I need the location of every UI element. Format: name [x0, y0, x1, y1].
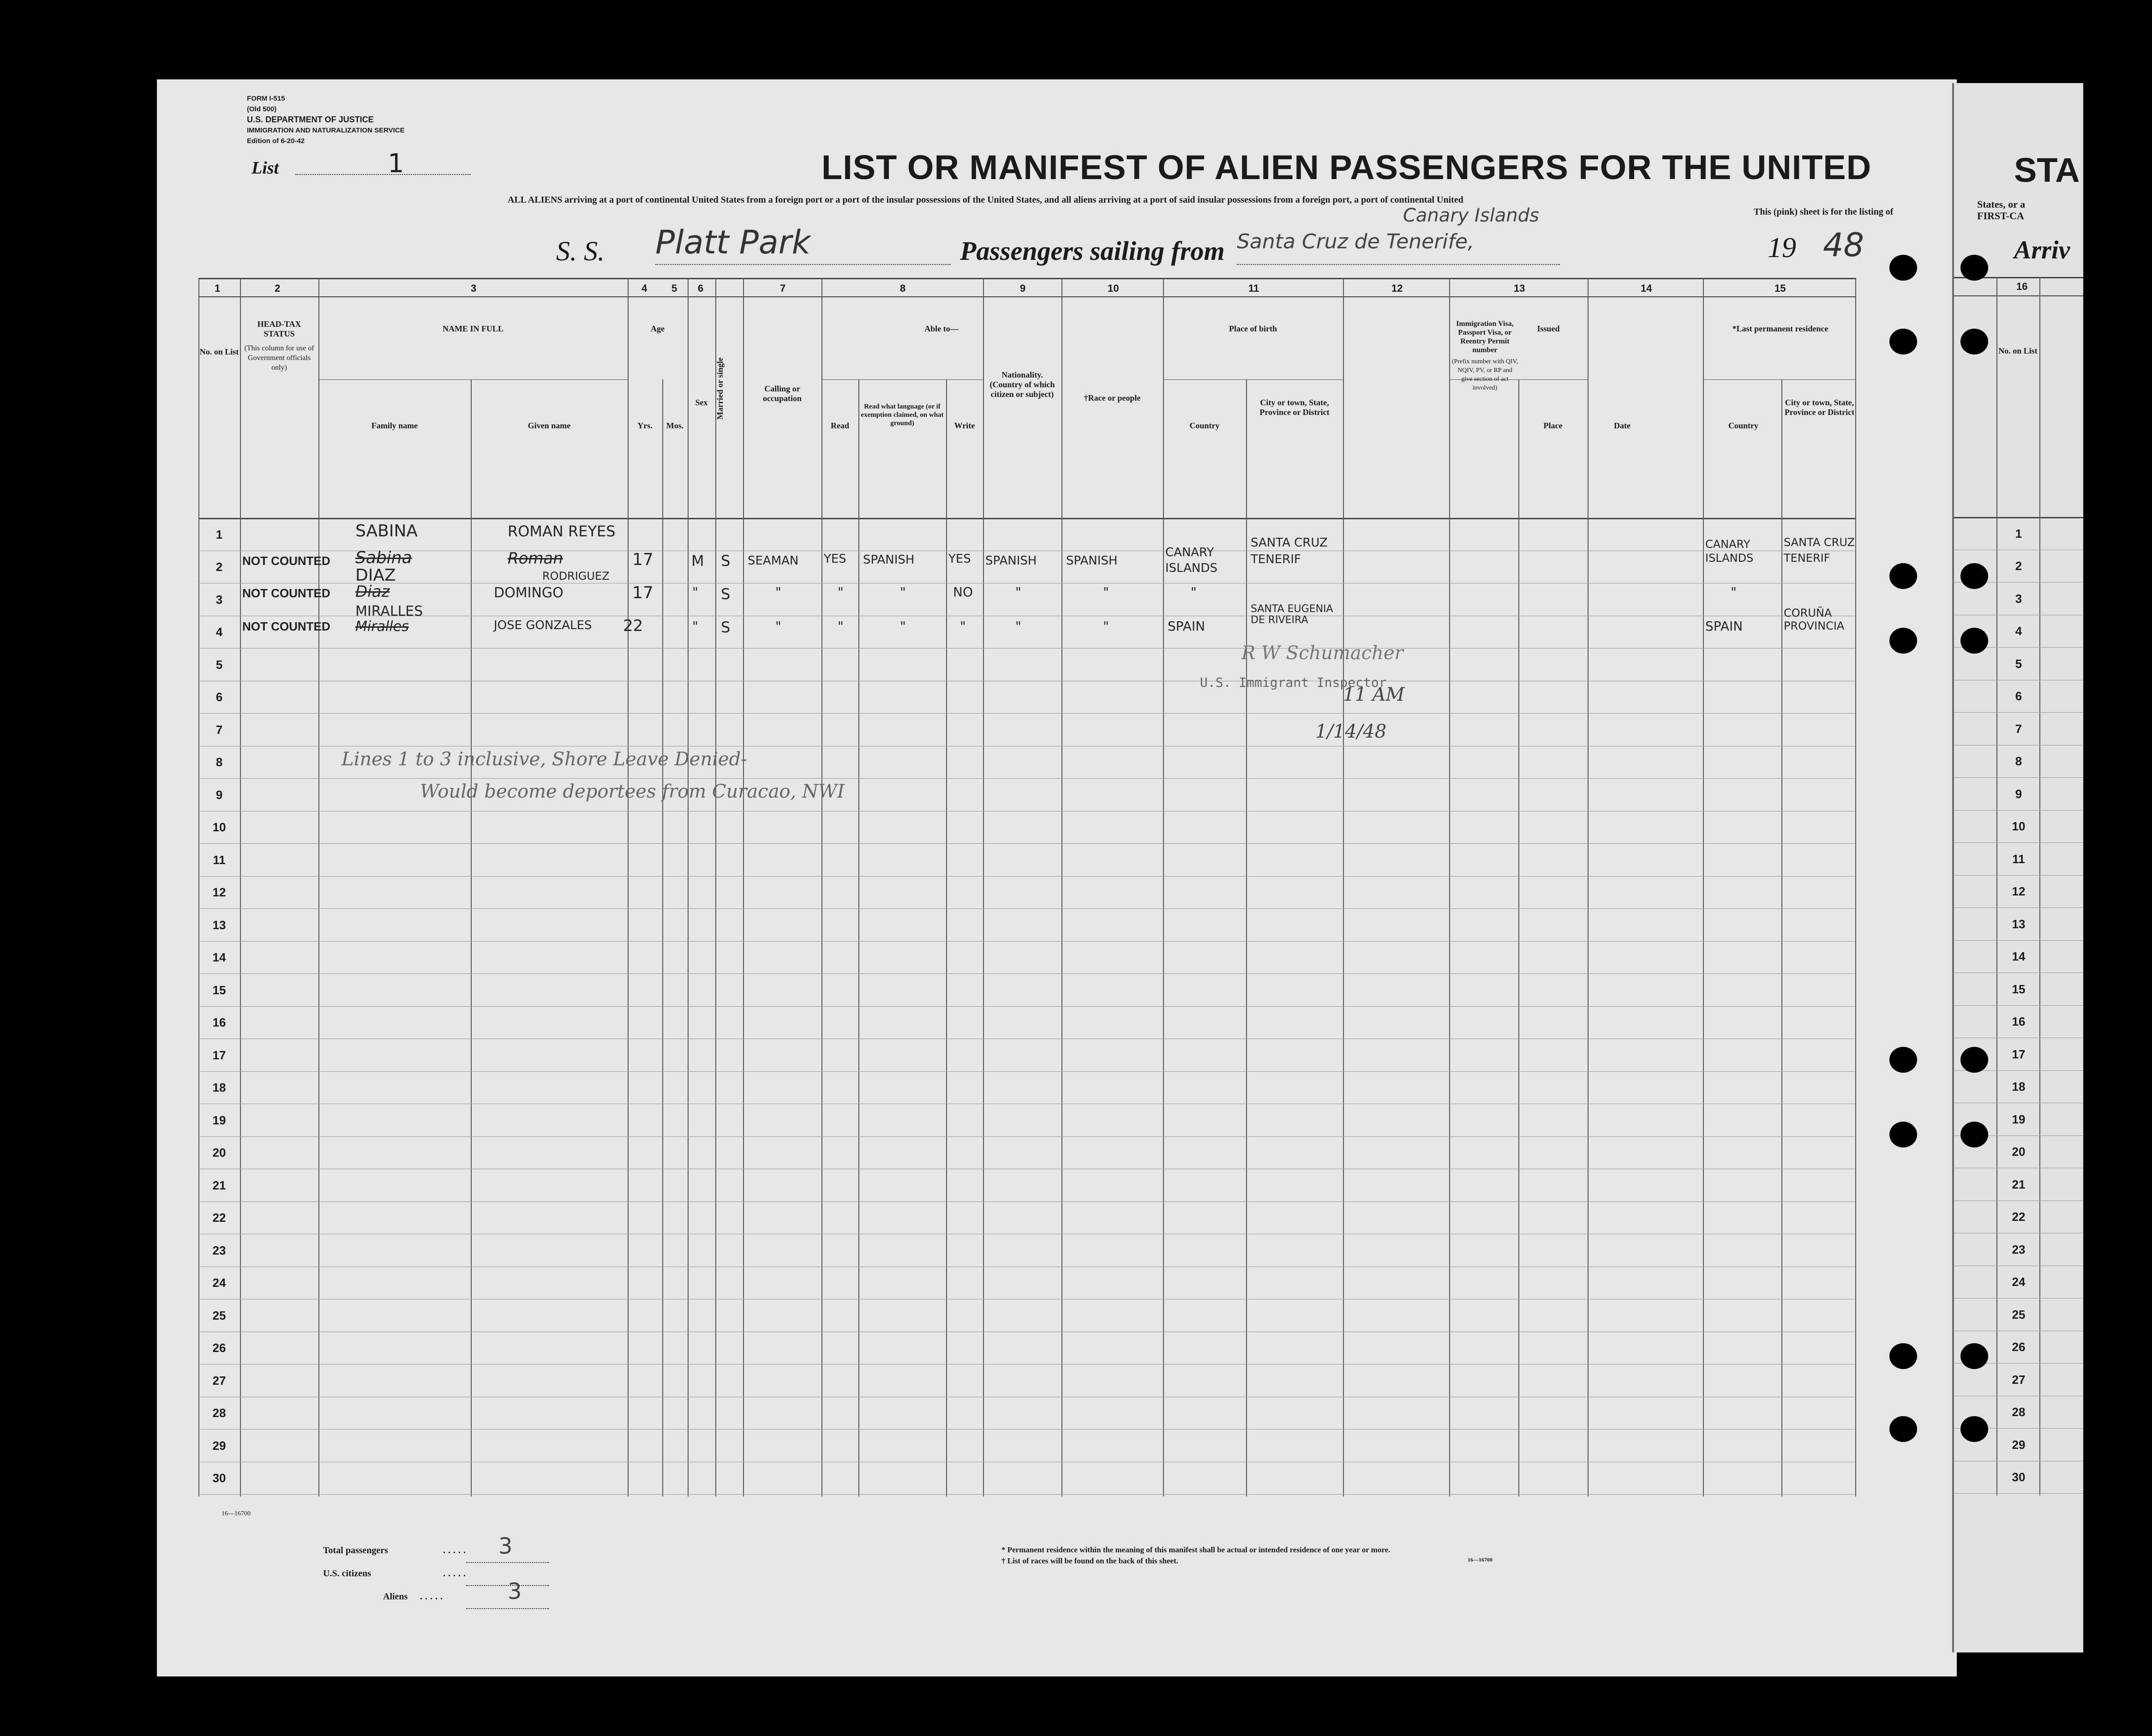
- vline: [983, 278, 984, 1496]
- hdr-head-tax: [242, 319, 316, 372]
- vline: [628, 278, 629, 1496]
- row-number: 21: [212, 1178, 226, 1192]
- row-number-right: 21: [2012, 1177, 2026, 1191]
- row-number: 7: [216, 722, 223, 737]
- row-rule: [1954, 1493, 2083, 1494]
- given-name-old-row-1: Roman: [508, 549, 563, 568]
- hdr-head-tax-note: (This column for use of Government officials only): [244, 344, 314, 372]
- hdr-read-language: Read what language (or if exemption claimed, on what ground): [861, 403, 944, 427]
- dots: .....: [420, 1592, 445, 1602]
- hdr-occupation: Calling or occupation: [762, 384, 802, 403]
- total-passengers-value: 3: [498, 1533, 513, 1559]
- row-number-right: 4: [2015, 624, 2022, 638]
- sailing-label: Passengers sailing from: [960, 236, 1225, 266]
- col-num-5: 5: [671, 282, 677, 294]
- res-city-row-3: CORUÑA PROVINCIA: [1784, 607, 1845, 632]
- marital-row-3: S: [721, 619, 731, 636]
- read-row-3: ": [838, 619, 844, 634]
- row-number-right: 9: [2015, 787, 2022, 801]
- right-sub-1: States, or a: [1977, 198, 2026, 210]
- age-row-3: 22: [623, 617, 643, 635]
- row-rule: [1954, 842, 2083, 843]
- row-rule: [1954, 810, 2083, 811]
- hdr-family-name: Family name: [371, 421, 418, 430]
- vline: [1163, 278, 1164, 1496]
- row-number-right: 22: [2012, 1210, 2026, 1224]
- occupation-row-1: SEAMAN: [748, 554, 799, 568]
- vline: [1703, 278, 1704, 1496]
- row-number: 28: [212, 1406, 226, 1420]
- col-num-10: 10: [1108, 282, 1119, 294]
- col-num-13: 13: [1514, 282, 1525, 294]
- form-code-left: 16—16700: [222, 1510, 251, 1517]
- nationality-row-1: SPANISH: [985, 554, 1037, 568]
- hdr-age-yrs: Yrs.: [637, 421, 653, 430]
- res-country-row-3: SPAIN: [1705, 619, 1743, 634]
- hdr-able-to: Able to—: [924, 324, 959, 333]
- row-number: 29: [212, 1438, 226, 1453]
- vline: [1781, 379, 1782, 1496]
- vline: [1588, 278, 1589, 1496]
- age-row-2: 17: [632, 583, 653, 602]
- given-name-row-1: ROMAN REYES: [508, 523, 616, 540]
- given-name-row-3: JOSE GONZALES: [494, 619, 592, 632]
- row-number: 19: [212, 1113, 226, 1127]
- row-rule: [198, 843, 1855, 844]
- sex-row-3: ": [692, 619, 698, 634]
- row-rule: [198, 1429, 1855, 1430]
- list-number: 1: [388, 149, 404, 179]
- punch-hole: [1960, 1047, 1988, 1073]
- right-sub-2: FIRST-CA: [1977, 210, 2024, 222]
- hdr-last-residence: *Last permanent residence: [1732, 324, 1828, 333]
- row-number-right: 17: [2012, 1047, 2026, 1061]
- subtitle: ALL ALIENS arriving at a port of continental United States from a foreign port or a port of the insular possessions of the United States, and all aliens arriving at a port of said insular possessions from a foreign port, a port of continental United: [508, 195, 1463, 205]
- vline: [318, 278, 319, 1496]
- vline: [2039, 277, 2040, 1496]
- hdr-name: NAME IN FULL: [442, 324, 504, 333]
- sailing-port-extra: Canary Islands: [1403, 205, 1539, 226]
- row-number: 23: [212, 1243, 226, 1257]
- row-number: 13: [212, 918, 226, 932]
- row-number-right: 20: [2012, 1145, 2026, 1159]
- vline: [240, 278, 241, 1496]
- row-rule: [198, 908, 1855, 909]
- annotation-line-2: Would become deportees from Curacao, NWI: [420, 781, 845, 802]
- row-rule: [198, 941, 1855, 942]
- row-rule: [198, 973, 1855, 974]
- vline: [743, 278, 744, 1496]
- year-prefix: 19: [1768, 232, 1796, 264]
- hdr-birth-city: City or town, State, Province or District: [1259, 398, 1330, 417]
- row-number-right: 29: [2012, 1437, 2026, 1452]
- dots: .....: [443, 1545, 468, 1556]
- punch-hole: [1960, 1343, 1988, 1369]
- language-row-2: ": [900, 584, 906, 600]
- row-rule: [198, 1201, 1855, 1202]
- race-row-3: ": [1103, 619, 1109, 634]
- res-country-row-2: ": [1731, 584, 1737, 600]
- row-number: 3: [216, 592, 223, 607]
- row-number: 27: [212, 1373, 226, 1388]
- given-name-row-2: DOMINGO: [494, 585, 563, 601]
- rule: [1954, 295, 2083, 296]
- age-row-1: 17: [632, 550, 653, 569]
- birth-city-row-1: SANTA CRUZ TENERIF: [1251, 536, 1328, 566]
- col-num-3: 3: [471, 282, 477, 294]
- row-number: 17: [212, 1048, 226, 1062]
- row-number-right: 16: [2012, 1015, 2026, 1028]
- vline: [1061, 278, 1062, 1496]
- family-name-row-1: SABINA: [355, 522, 418, 541]
- title-continued: STA: [2014, 151, 2080, 189]
- annotation-line-1: Lines 1 to 3 inclusive, Shore Leave Denied-: [342, 749, 747, 770]
- row-number: 24: [212, 1276, 226, 1290]
- birth-country-row-2: ": [1191, 584, 1197, 600]
- occupation-row-2: ": [775, 584, 781, 600]
- row-number-right: 24: [2012, 1275, 2026, 1289]
- col-num-6: 6: [698, 282, 704, 294]
- row-number: 2: [216, 560, 223, 574]
- family-name-old-row-2: Diaz: [355, 583, 390, 601]
- row-number-right: 2: [2015, 559, 2022, 573]
- hdr-race: †Race or people: [1084, 393, 1141, 402]
- vline: [715, 278, 716, 1496]
- punch-hole: [1889, 329, 1917, 354]
- row-number: 14: [212, 950, 226, 964]
- punch-hole: [1960, 1416, 1988, 1442]
- hdr-given-name: Given name: [528, 421, 571, 430]
- inspector-signature: R W Schumacher: [1241, 643, 1403, 664]
- subtitle-pink: This (pink) sheet is for the listing of: [1754, 207, 1894, 217]
- stamp-time: 11 AM: [1343, 684, 1405, 705]
- res-city-row-1: SANTA CRUZ TENERIF: [1784, 536, 1855, 565]
- col-num-2: 2: [275, 282, 281, 294]
- row-number-right: 19: [2012, 1112, 2026, 1126]
- row-number-right: 12: [2012, 884, 2026, 898]
- row-number-right: 28: [2012, 1405, 2026, 1419]
- row-number: 8: [216, 755, 223, 769]
- nationality-row-3: ": [1015, 619, 1021, 634]
- form-old-number: (Old 500): [247, 105, 277, 113]
- col-num-9: 9: [1020, 282, 1026, 294]
- row-number: 26: [212, 1341, 226, 1355]
- vline: [688, 278, 689, 1496]
- punch-hole: [1960, 255, 1988, 281]
- row-number-right: 1: [2015, 526, 2022, 541]
- hdr-write: Write: [954, 421, 975, 430]
- vline: [1518, 379, 1519, 1496]
- edition: Edition of 6-20-42: [247, 137, 305, 145]
- punch-hole: [1960, 563, 1988, 589]
- col-num-8: 8: [900, 282, 906, 294]
- res-country-row-1: CANARY ISLANDS: [1705, 538, 1754, 565]
- row-rule: [198, 1006, 1855, 1007]
- hdr-nationality: Nationality. (Country of which citizen or subject): [989, 370, 1055, 399]
- hdr-age-mos: Mos.: [666, 421, 684, 430]
- row-number: 5: [216, 657, 223, 672]
- vline: [946, 379, 947, 1496]
- row-rule: [1954, 777, 2083, 778]
- hdr-visa-label: Immigration Visa, Passport Visa, or Reentry Permit number: [1456, 320, 1514, 354]
- row-number-right: 27: [2012, 1372, 2026, 1387]
- hdr-visa-note: (Prefix number with QIV, NQIV, PV, or RP and give section of act involved): [1451, 358, 1518, 391]
- birth-city-row-3: SANTA EUGENIA DE RIVEIRA: [1251, 603, 1333, 626]
- row-number: 9: [216, 787, 223, 802]
- row-number-right: 7: [2015, 721, 2022, 736]
- col-num-16: 16: [2016, 281, 2028, 292]
- hdr-age: Age: [651, 324, 665, 333]
- read-row-1: YES: [824, 552, 846, 566]
- vline: [662, 379, 663, 1496]
- year: 48: [1823, 226, 1864, 264]
- given-name-extra-row-2: RODRIGUEZ: [542, 570, 610, 583]
- col-num-14: 14: [1641, 282, 1652, 294]
- aliens-label: Aliens: [383, 1592, 408, 1602]
- hdr-married: Married or single: [715, 357, 725, 420]
- status-row-1: NOT COUNTED: [242, 554, 330, 568]
- vline: [1343, 278, 1344, 1496]
- row-number: 22: [212, 1211, 226, 1225]
- nationality-row-2: ": [1015, 584, 1021, 600]
- punch-hole: [1889, 563, 1917, 589]
- row-rule: [198, 1494, 1855, 1495]
- vline: [858, 379, 859, 1496]
- vline: [1855, 278, 1856, 1496]
- row-number: 1: [216, 527, 223, 541]
- sailing-port: Santa Cruz de Tenerife,: [1237, 230, 1475, 253]
- hdr-res-country: Country: [1728, 421, 1758, 430]
- punch-hole: [1889, 1416, 1917, 1442]
- col-num-1: 1: [215, 282, 221, 294]
- row-number-right: 11: [2012, 852, 2025, 866]
- write-row-2: NO: [953, 584, 973, 600]
- row-number: 15: [212, 983, 226, 997]
- total-passengers-label: Total passengers: [323, 1545, 388, 1556]
- row-number: 6: [216, 690, 223, 704]
- col-num-15: 15: [1774, 282, 1786, 294]
- subrule: [1703, 379, 1855, 380]
- rule-header: [198, 518, 1855, 519]
- punch-hole: [1960, 628, 1988, 654]
- vline: [1449, 278, 1450, 1496]
- rule-colnums: [198, 296, 1855, 297]
- col-num-11: 11: [1248, 282, 1259, 294]
- write-row-1: YES: [948, 552, 971, 566]
- vline: [1246, 379, 1247, 1496]
- status-row-3: NOT COUNTED: [242, 619, 330, 633]
- race-row-1: SPANISH: [1066, 554, 1118, 568]
- hdr-issued-place: Place: [1543, 421, 1563, 430]
- rule: [1954, 517, 2083, 518]
- form-number: FORM I-515: [247, 95, 285, 102]
- row-number-right: 3: [2015, 591, 2022, 606]
- ship-line: [655, 264, 951, 265]
- us-citizens-label: U.S. citizens: [323, 1568, 371, 1579]
- ship-name: Platt Park: [655, 223, 811, 261]
- row-rule: [198, 713, 1855, 714]
- sex-row-1: M: [691, 552, 704, 570]
- port-line: [1237, 264, 1560, 265]
- row-number-right: 8: [2015, 754, 2022, 768]
- inspector-stamp: U.S. Immigrant Inspector: [1200, 675, 1387, 690]
- subrule: [318, 379, 628, 380]
- birth-country-row-1: CANARY ISLANDS: [1165, 546, 1218, 575]
- row-number-right: 18: [2012, 1080, 2026, 1093]
- vline: [1996, 277, 1997, 1496]
- list-label: List: [252, 158, 279, 178]
- department: U.S. DEPARTMENT OF JUSTICE: [247, 115, 374, 124]
- row-rule: [1954, 875, 2083, 876]
- row-number: 30: [212, 1471, 226, 1485]
- footnote-races: † List of races will be found on the back of this sheet.: [1001, 1556, 1178, 1565]
- form-header: [247, 93, 405, 146]
- row-rule: [198, 648, 1855, 649]
- row-number-right: 26: [2012, 1340, 2026, 1354]
- row-number-right: 14: [2012, 949, 2026, 963]
- row-rule: [198, 1071, 1855, 1072]
- row-number: 11: [213, 853, 226, 867]
- row-number: 20: [212, 1146, 226, 1159]
- manifest-sheet: [157, 79, 1957, 1676]
- dots: .....: [443, 1568, 468, 1579]
- row-rule: [198, 876, 1855, 877]
- hdr-res-city: City or town, State, Province or District: [1784, 398, 1855, 417]
- punch-hole: [1889, 628, 1917, 654]
- manifest-table: [198, 278, 1855, 1496]
- hdr-head-tax-label: HEAD-TAX STATUS: [257, 319, 301, 338]
- aliens-value: 3: [508, 1579, 522, 1604]
- row-number-right: 30: [2012, 1470, 2026, 1484]
- row-number-right: 6: [2015, 689, 2022, 703]
- hdr-birth-country: Country: [1189, 421, 1220, 430]
- row-rule: [1954, 1005, 2083, 1006]
- row-number: 16: [212, 1015, 226, 1029]
- language-row-3: ": [900, 619, 906, 634]
- birth-country-row-3: SPAIN: [1168, 619, 1205, 634]
- occupation-row-3: ": [775, 619, 781, 634]
- family-name-old-row-3: Miralles: [355, 619, 409, 635]
- punch-hole: [1889, 1047, 1917, 1073]
- hdr-place-of-birth: Place of birth: [1229, 324, 1277, 333]
- language-row-1: SPANISH: [863, 553, 915, 567]
- sex-row-2: ": [692, 584, 698, 600]
- family-name-old-row-1: Sabina: [355, 548, 412, 567]
- hdr-no-on-list-2: No. on List: [1998, 346, 2038, 355]
- rule-top: [198, 278, 1855, 279]
- stamp-date: 1/14/48: [1315, 721, 1387, 742]
- read-row-2: ": [838, 584, 844, 600]
- vline: [471, 379, 472, 1496]
- col-num-7: 7: [780, 282, 786, 294]
- marital-row-2: S: [721, 585, 731, 603]
- service: IMMIGRATION AND NATURALIZATION SERVICE: [247, 126, 405, 134]
- row-rule: [198, 1136, 1855, 1137]
- family-name-row-2: DIAZ: [355, 566, 396, 585]
- total-line: [466, 1562, 549, 1563]
- race-row-2: ": [1103, 584, 1109, 600]
- row-rule: [198, 778, 1855, 779]
- aliens-line: [466, 1608, 549, 1609]
- row-number-right: 15: [2012, 982, 2026, 996]
- punch-hole: [1889, 1343, 1917, 1369]
- hdr-no-on-list: No. on List: [199, 347, 239, 356]
- subrule: [1163, 379, 1343, 380]
- hdr-sex: Sex: [695, 398, 708, 407]
- row-number-right: 23: [2012, 1242, 2026, 1256]
- write-row-3: ": [960, 619, 966, 634]
- form-code: 16—16700: [1468, 1556, 1493, 1563]
- row-number: 12: [212, 885, 226, 899]
- hdr-issued-date: Date: [1614, 421, 1630, 430]
- family-name-row-3: MIRALLES: [355, 603, 423, 619]
- subrule: [821, 379, 983, 380]
- punch-hole: [1889, 1122, 1917, 1147]
- hdr-issued: Issued: [1537, 324, 1560, 333]
- row-number-right: 10: [2012, 819, 2026, 833]
- row-number: 25: [212, 1308, 226, 1322]
- row-number: 10: [212, 820, 226, 834]
- punch-hole: [1889, 255, 1917, 281]
- col-num-4: 4: [641, 282, 647, 294]
- marital-row-1: S: [721, 552, 731, 570]
- row-rule: [1954, 712, 2083, 713]
- punch-hole: [1960, 329, 1988, 354]
- row-rule: [1954, 940, 2083, 941]
- vline: [821, 278, 822, 1496]
- row-number-right: 5: [2015, 656, 2022, 671]
- footnote-residence: * Permanent residence within the meaning of this manifest shall be actual or intended residence of one year or more.: [1001, 1545, 1391, 1554]
- list-line: [295, 174, 471, 175]
- row-rule: [1954, 907, 2083, 908]
- row-number: 4: [216, 625, 223, 639]
- row-number-right: 13: [2012, 917, 2026, 931]
- page-title: LIST OR MANIFEST OF ALIEN PASSENGERS FOR THE UNITED: [821, 148, 1872, 186]
- hdr-read: Read: [831, 421, 849, 430]
- ss-label: S. S.: [556, 236, 605, 266]
- row-number: 18: [212, 1081, 226, 1094]
- status-row-2: NOT COUNTED: [242, 586, 330, 600]
- col-num-12: 12: [1391, 282, 1403, 294]
- arrival-label: Arriv: [2014, 236, 2070, 264]
- row-number-right: 25: [2012, 1307, 2026, 1322]
- punch-hole: [1960, 1122, 1988, 1147]
